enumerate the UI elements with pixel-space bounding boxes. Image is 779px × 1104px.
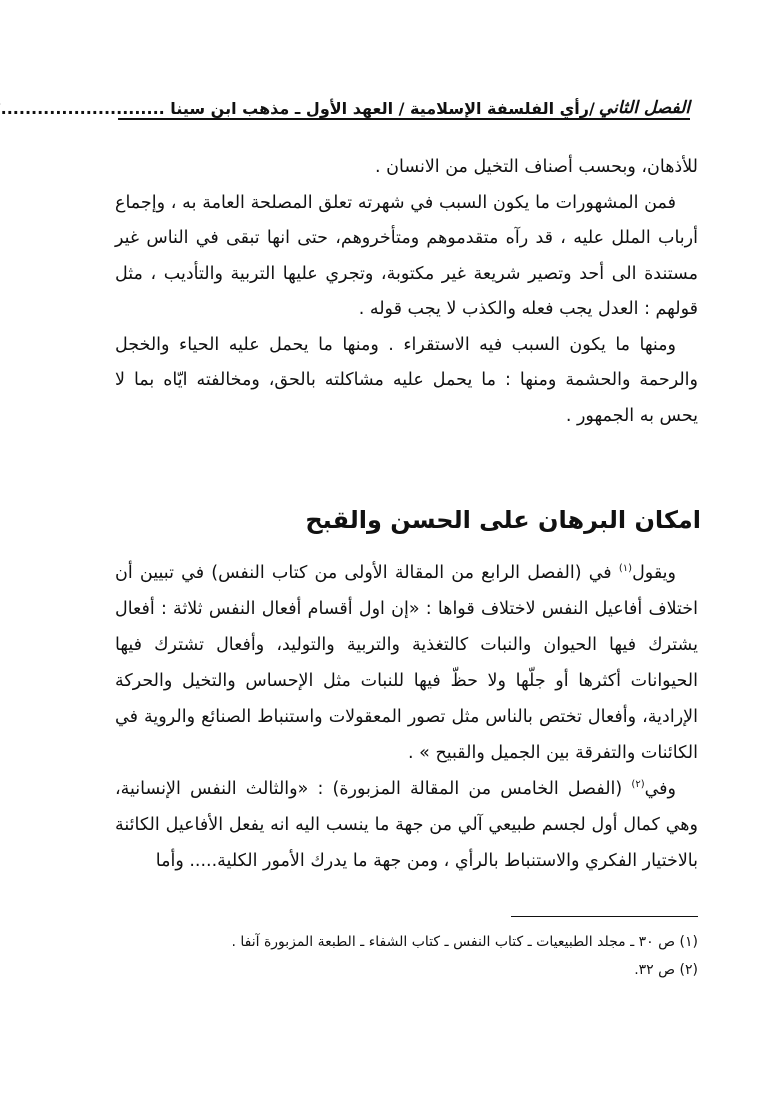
paragraph-lead: ويقول bbox=[632, 563, 676, 583]
paragraph: ومنها ما يكون السبب فيه الاستقراء . ومنها ما يحمل عليه الحياء والخجل والرحمة والحشمة ومنها : ما يحمل عليه مشاكلته بالحق، ومخالفته ايّاه بما لا يحس به الجمهور . bbox=[115, 334, 698, 426]
paragraph-text: (الفصل الخامس من المقالة المزبورة) : «والثالث النفس الإنسانية، وهي كمال أول لجسم طبيعي آلي من جهة ما ينسب اليه انه يفعل الأفاعيل الكائنة بالاختيار الفكري والاستنباط بالرأي ، ومن جهة ما يدرك الأمور الكلية..... وأما bbox=[115, 779, 698, 871]
running-head bbox=[0, 88, 690, 120]
paragraph-lead: وفي bbox=[644, 779, 676, 799]
paragraph: فمن المشهورات ما يكون السبب في شهرته تعلق المصلحة العامة به ، وإجماع أرباب الملل عليه ، قد رآه متقدموهم ومتأخروهم، حتى انها تبقى في الناس غير مستندة الى أحد وتصير شريعة غير مكتوبة، وتجري عليها التربية والتأديب ، مثل قولهم : العدل يجب فعله والكذب لا يجب قوله . bbox=[115, 192, 698, 319]
running-title: /رأي الفلسفة الإسلامية / العهد الأول ـ مذهب ابن سينا ........................... bbox=[0, 99, 595, 118]
footnote-divider bbox=[511, 916, 698, 917]
page-number bbox=[0, 99, 1, 118]
paragraph-text: في (الفصل الرابع من المقالة الأولى من كتاب النفس) في تبيين أن اختلاف أفاعيل النفس لاختلاف قواها : «إن اول أقسام أفعال النفس ثلاثة : أفعال يشترك فيها الحيوان والنبات كالتغذية والتربية والتوليد، وأفعال تشترك فيها الحيوانات أكثرها أو جلّها ولا حظّ فيها للنبات مثل الإحساس والتخيل والحركة الإرادية، وأفعال تختص بالناس مثل تصور المعقولات واستنباط الصنائع والروية في الكائنات والتفرقة بين الجميل والقبيح » . bbox=[115, 563, 698, 763]
body-text-section bbox=[115, 555, 698, 879]
paragraph bbox=[115, 555, 698, 771]
paragraph bbox=[115, 771, 698, 879]
paragraph: للأذهان، وبحسب أصناف التخيل من الانسان . bbox=[375, 157, 698, 177]
body-text bbox=[115, 150, 698, 434]
footnote-ref: (١) bbox=[618, 563, 633, 575]
chapter-label: الفصل الثاني bbox=[598, 98, 690, 118]
footnote: (١) ص ٣٠ ـ مجلد الطبيعيات ـ كتاب النفس ـ كتاب الشفاء ـ الطبعة المزبورة آنفا . bbox=[231, 934, 698, 950]
footnote: (٢) ص ٣٢. bbox=[634, 962, 698, 978]
footnotes bbox=[115, 928, 698, 984]
section-heading: امكان البرهان على الحسن والقبح bbox=[305, 506, 701, 534]
footnote-ref: (٢) bbox=[631, 779, 645, 791]
